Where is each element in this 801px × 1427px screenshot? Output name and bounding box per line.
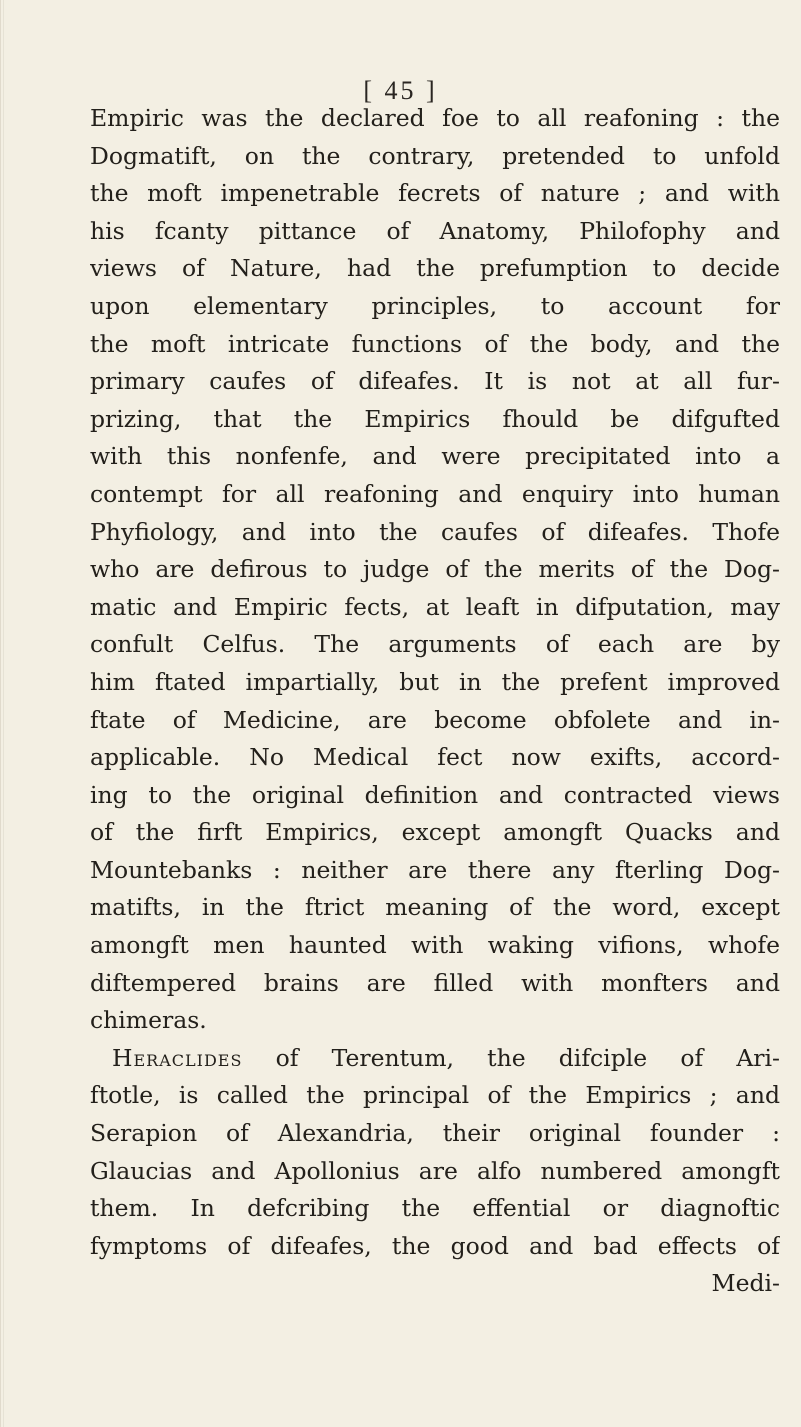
text-line: fymptoms of difeafes, the good and bad effects of <box>90 1231 780 1260</box>
text-line: them. In defcribing the effential or diagnoftic <box>90 1194 780 1223</box>
text-line: the moft intricate functions of the body, and the <box>90 329 780 358</box>
text-line: matic and Empiric fects, at leaft in difputation, may <box>90 592 780 621</box>
text-line: Empiric was the declared foe to all reafoning : the <box>90 104 780 132</box>
text-line: upon elementary principles, to account for <box>90 291 780 320</box>
page-edge-shadow <box>0 0 8 1427</box>
text-line: who are defirous to judge of the merits of the Dog- <box>90 555 780 584</box>
text-line: matifts, in the ftrict meaning of the word, except <box>90 893 780 922</box>
text-line: ftate of Medicine, are become obfolete and in- <box>90 705 780 734</box>
text-line: Glaucias and Apollonius are alfo numbered amongft <box>90 1156 780 1185</box>
text-line: ing to the original definition and contracted views <box>90 780 780 809</box>
text-line: ftotle, is called the principal of the Empirics ; and <box>90 1081 780 1110</box>
paragraph-start-line <box>90 1040 780 1078</box>
text-line: the moft impenetrable fecrets of nature ; and with <box>90 179 780 208</box>
small-caps-name: Heraclides <box>112 1043 243 1072</box>
text-line: applicable. No Medical fect now exifts, accord- <box>90 743 780 772</box>
text-line: him ftated impartially, but in the prefent improved <box>90 667 780 696</box>
text-line: his fcanty pittance of Anatomy, Philofophy and <box>90 216 780 245</box>
text-line: amongft men haunted with waking vifions, whofe <box>90 931 780 960</box>
page-number: [ 45 ] <box>363 76 438 105</box>
catchword: Medi- <box>711 1269 780 1298</box>
paragraph-end-line: chimeras. <box>90 1006 207 1035</box>
text-line: prizing, that the Empirics fhould be difgufted <box>90 404 780 433</box>
text-line: contempt for all reafoning and enquiry into human <box>90 479 780 508</box>
text-line: diftempered brains are filled with monfters and <box>90 968 780 997</box>
text-line: Mountebanks : neither are there any fterling Dog- <box>90 855 780 884</box>
text-line-rest: of Terentum, the difciple of Ari- <box>242 1043 780 1072</box>
text-line: primary caufes of difeafes. It is not at all fur- <box>90 367 780 396</box>
text-line: confult Celfus. The arguments of each are by <box>90 630 780 659</box>
text-line: views of Nature, had the prefumption to decide <box>90 254 780 283</box>
text-line: Phyfiology, and into the caufes of difeafes. Thofe <box>90 517 780 546</box>
body-text <box>90 100 780 1303</box>
text-line: Dogmatift, on the contrary, pretended to unfold <box>90 141 780 170</box>
text-line: of the firft Empirics, except amongft Quacks and <box>90 818 780 847</box>
text-line: with this nonfenfe, and were precipitated into a <box>90 442 780 471</box>
text-line: Serapion of Alexandria, their original founder : <box>90 1119 780 1148</box>
